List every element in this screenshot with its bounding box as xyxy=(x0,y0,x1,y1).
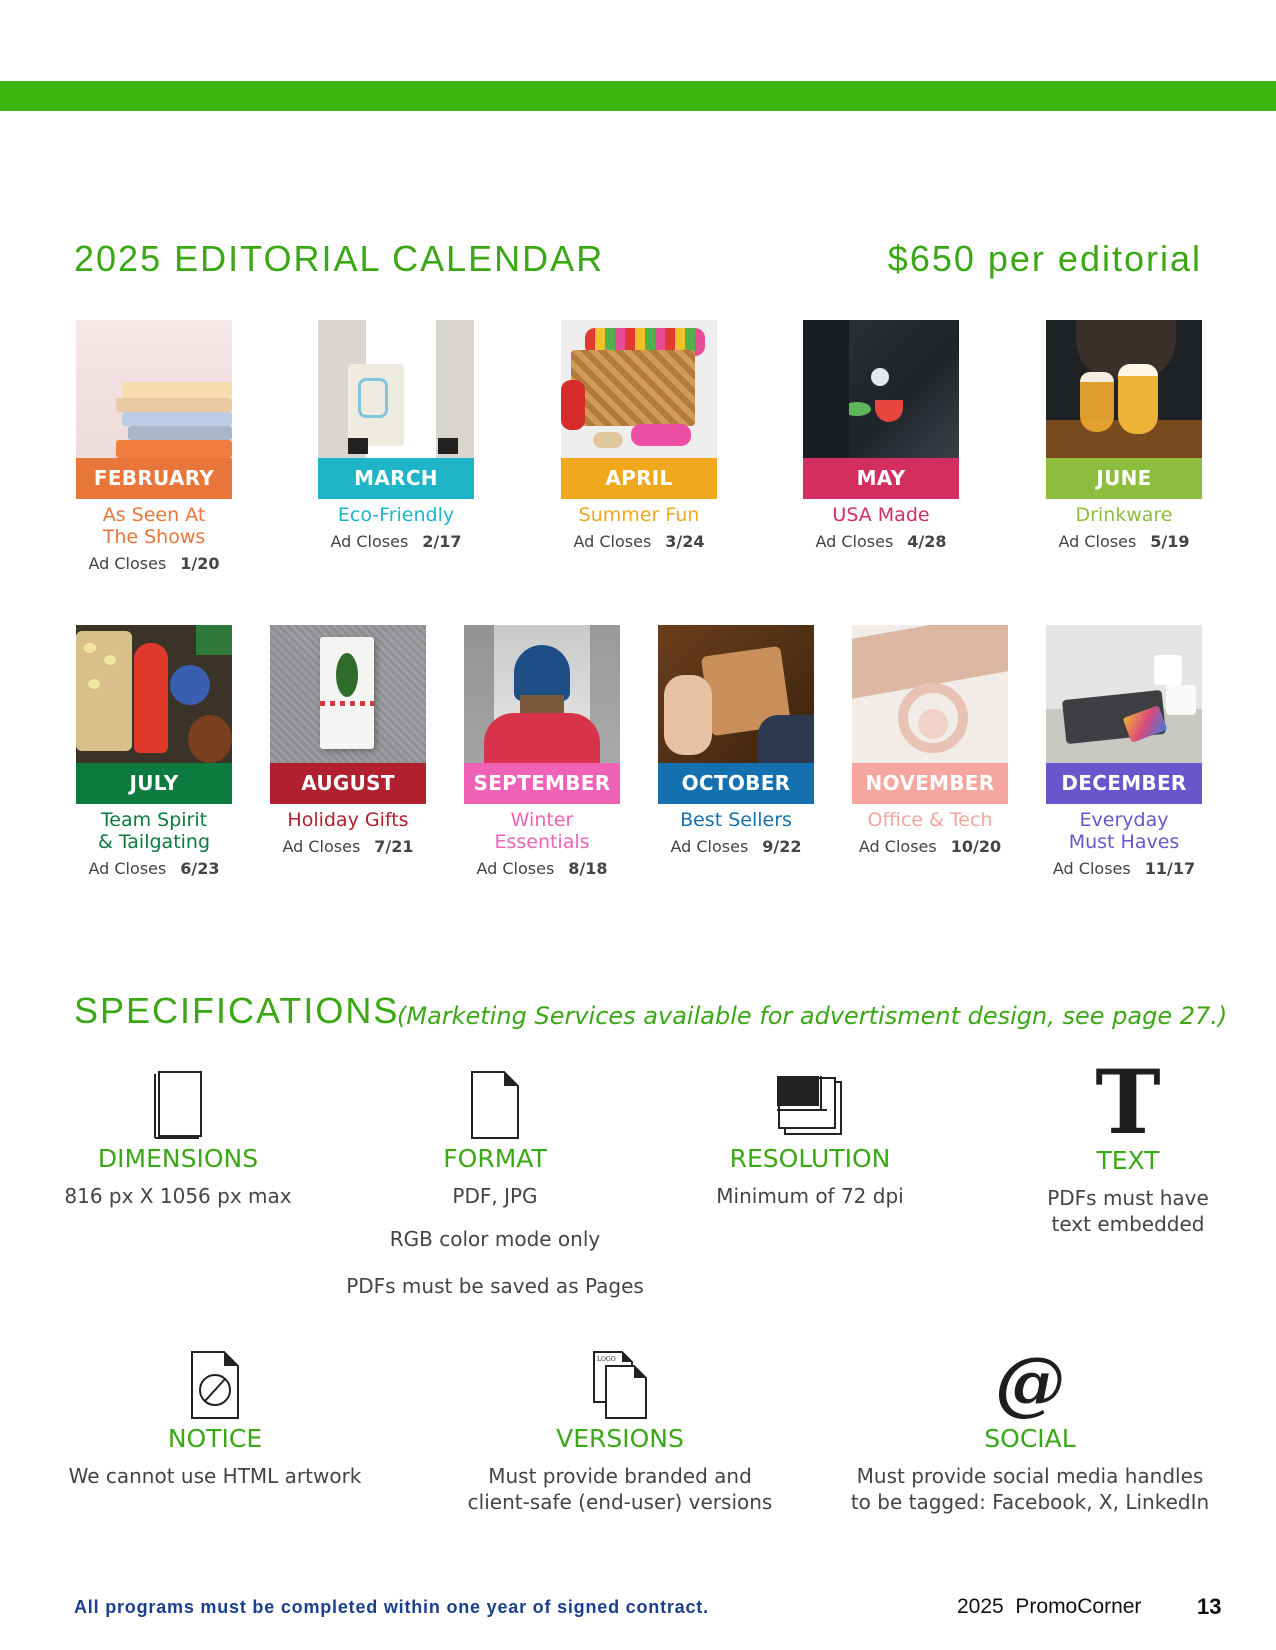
spec-detail: Must provide social media handles xyxy=(856,1464,1204,1488)
ad-close-date: 7/21 xyxy=(374,837,414,856)
month-card-june xyxy=(1046,320,1202,551)
month-band: AUGUST xyxy=(270,763,426,804)
headphones-photo xyxy=(852,625,1008,763)
footer-brand: 2025 PromoCorner xyxy=(957,1595,1142,1618)
notice-icon xyxy=(190,1350,240,1420)
spec-format xyxy=(340,1070,650,1299)
month-band: MAY xyxy=(803,458,959,499)
month-topic: Holiday Gifts xyxy=(287,809,409,831)
ad-closes: Ad Closes 11/17 xyxy=(1052,859,1196,878)
month-topic: Drinkware xyxy=(1075,504,1173,526)
ad-close-date: 2/17 xyxy=(422,532,462,551)
spec-label: VERSIONS xyxy=(556,1424,684,1453)
spec-detail: to be tagged: Facebook, X, LinkedIn xyxy=(850,1490,1210,1514)
specifications-title: SPECIFICATIONS xyxy=(74,990,400,1031)
dimensions-icon xyxy=(153,1070,203,1140)
specifications-note: (Marketing Services available for advertisment design, see page 27.) xyxy=(397,1002,1228,1030)
top-accent-bar xyxy=(0,81,1276,111)
month-card-may xyxy=(803,320,959,551)
resolution-icon xyxy=(775,1070,845,1140)
spec-detail: We cannot use HTML artwork xyxy=(68,1464,362,1488)
social-icon: @ xyxy=(995,1341,1065,1424)
month-topic: Office & Tech xyxy=(867,809,993,831)
month-card-february xyxy=(76,320,232,573)
month-card-august xyxy=(270,625,426,856)
ad-closes: Ad Closes 4/28 xyxy=(815,532,947,551)
month-topic: USA Made xyxy=(832,504,930,526)
ad-closes: Ad Closes 5/19 xyxy=(1058,532,1190,551)
spec-detail: PDFs must have xyxy=(1047,1186,1209,1210)
month-topic: Summer Fun xyxy=(578,504,700,526)
leather-wallet-photo xyxy=(658,625,814,763)
month-band: JUNE xyxy=(1046,458,1202,499)
spec-label: NOTICE xyxy=(167,1424,263,1453)
month-band: FEBRUARY xyxy=(76,458,232,499)
ad-close-date: 1/20 xyxy=(180,554,220,573)
tailgate-photo xyxy=(76,625,232,763)
beer-glasses-photo xyxy=(1046,320,1202,458)
month-card-july xyxy=(76,625,232,878)
month-card-december xyxy=(1046,625,1202,878)
month-band: MARCH xyxy=(318,458,474,499)
spec-label: TEXT xyxy=(1096,1146,1160,1175)
footer-note: All programs must be completed within one year of signed contract. xyxy=(74,1597,709,1617)
ad-closes: Ad Closes 7/21 xyxy=(282,837,414,856)
ad-close-date: 9/22 xyxy=(762,837,802,856)
spec-detail: 816 px X 1056 px max xyxy=(64,1184,292,1208)
ad-closes: Ad Closes 9/22 xyxy=(670,837,802,856)
ad-close-date: 6/23 xyxy=(180,859,220,878)
month-topic: Everyday Must Haves xyxy=(1068,809,1180,853)
tote-bag-photo xyxy=(318,320,474,458)
month-band: DECEMBER xyxy=(1046,763,1202,804)
page-number: 13 xyxy=(1197,1594,1222,1619)
spec-versions xyxy=(460,1350,780,1515)
month-topic: Best Sellers xyxy=(680,809,792,831)
ad-close-date: 8/18 xyxy=(568,859,608,878)
ad-closes: Ad Closes 1/20 xyxy=(88,554,220,573)
spec-label: RESOLUTION xyxy=(729,1144,891,1173)
spec-detail: RGB color mode only xyxy=(389,1227,601,1251)
calendar-title: 2025 EDITORIAL CALENDAR xyxy=(74,238,605,279)
month-band: NOVEMBER xyxy=(852,763,1008,804)
month-band: SEPTEMBER xyxy=(464,763,620,804)
month-band: APRIL xyxy=(561,458,717,499)
enamel-pins-photo xyxy=(803,320,959,458)
ad-closes: Ad Closes 10/20 xyxy=(858,837,1002,856)
spec-detail: Must provide branded and xyxy=(488,1464,752,1488)
month-topic: Winter Essentials xyxy=(494,809,590,853)
month-card-november xyxy=(852,625,1008,856)
ad-closes: Ad Closes 8/18 xyxy=(476,859,608,878)
ad-closes: Ad Closes 2/17 xyxy=(330,532,462,551)
spec-detail: client-safe (end-user) versions xyxy=(467,1490,773,1514)
month-band: JULY xyxy=(76,763,232,804)
spec-label: SOCIAL xyxy=(984,1424,1076,1453)
notebooks-photo xyxy=(76,320,232,458)
spec-detail: PDF, JPG xyxy=(452,1184,538,1208)
ad-closes: Ad Closes 6/23 xyxy=(88,859,220,878)
wrapped-gift-photo xyxy=(270,625,426,763)
picnic-basket-photo xyxy=(561,320,717,458)
month-topic: Team Spirit & Tailgating xyxy=(97,809,211,853)
desk-organizer-photo xyxy=(1046,625,1202,763)
spec-text xyxy=(1010,1050,1246,1237)
winter-beanie-photo xyxy=(464,625,620,763)
ad-close-date: 4/28 xyxy=(907,532,947,551)
spec-dimensions xyxy=(60,1070,296,1209)
spec-label: FORMAT xyxy=(443,1144,547,1173)
month-band: OCTOBER xyxy=(658,763,814,804)
month-card-september xyxy=(464,625,620,878)
spec-detail: PDFs must be saved as Pages xyxy=(346,1274,644,1298)
ad-close-date: 5/19 xyxy=(1150,532,1190,551)
month-card-april xyxy=(561,320,717,551)
text-icon: T xyxy=(1095,1050,1161,1154)
spec-notice xyxy=(60,1350,370,1489)
spec-detail: Minimum of 72 dpi xyxy=(716,1184,904,1208)
spec-detail: text embedded xyxy=(1051,1212,1205,1236)
spec-resolution xyxy=(680,1070,940,1209)
month-card-october xyxy=(658,625,814,856)
versions-icon xyxy=(592,1350,648,1420)
spec-label: DIMENSIONS xyxy=(97,1144,259,1173)
ad-close-date: 11/17 xyxy=(1144,859,1196,878)
ad-close-date: 3/24 xyxy=(665,532,705,551)
month-topic: As Seen At The Shows xyxy=(102,504,206,548)
ad-closes: Ad Closes 3/24 xyxy=(573,532,705,551)
format-icon xyxy=(470,1070,520,1140)
logo-mark: LOGO xyxy=(597,1356,616,1363)
editorial-price: $650 per editorial xyxy=(887,238,1202,279)
month-topic: Eco-Friendly xyxy=(337,504,455,526)
ad-close-date: 10/20 xyxy=(950,837,1002,856)
month-card-march xyxy=(318,320,474,551)
spec-social xyxy=(840,1341,1220,1515)
